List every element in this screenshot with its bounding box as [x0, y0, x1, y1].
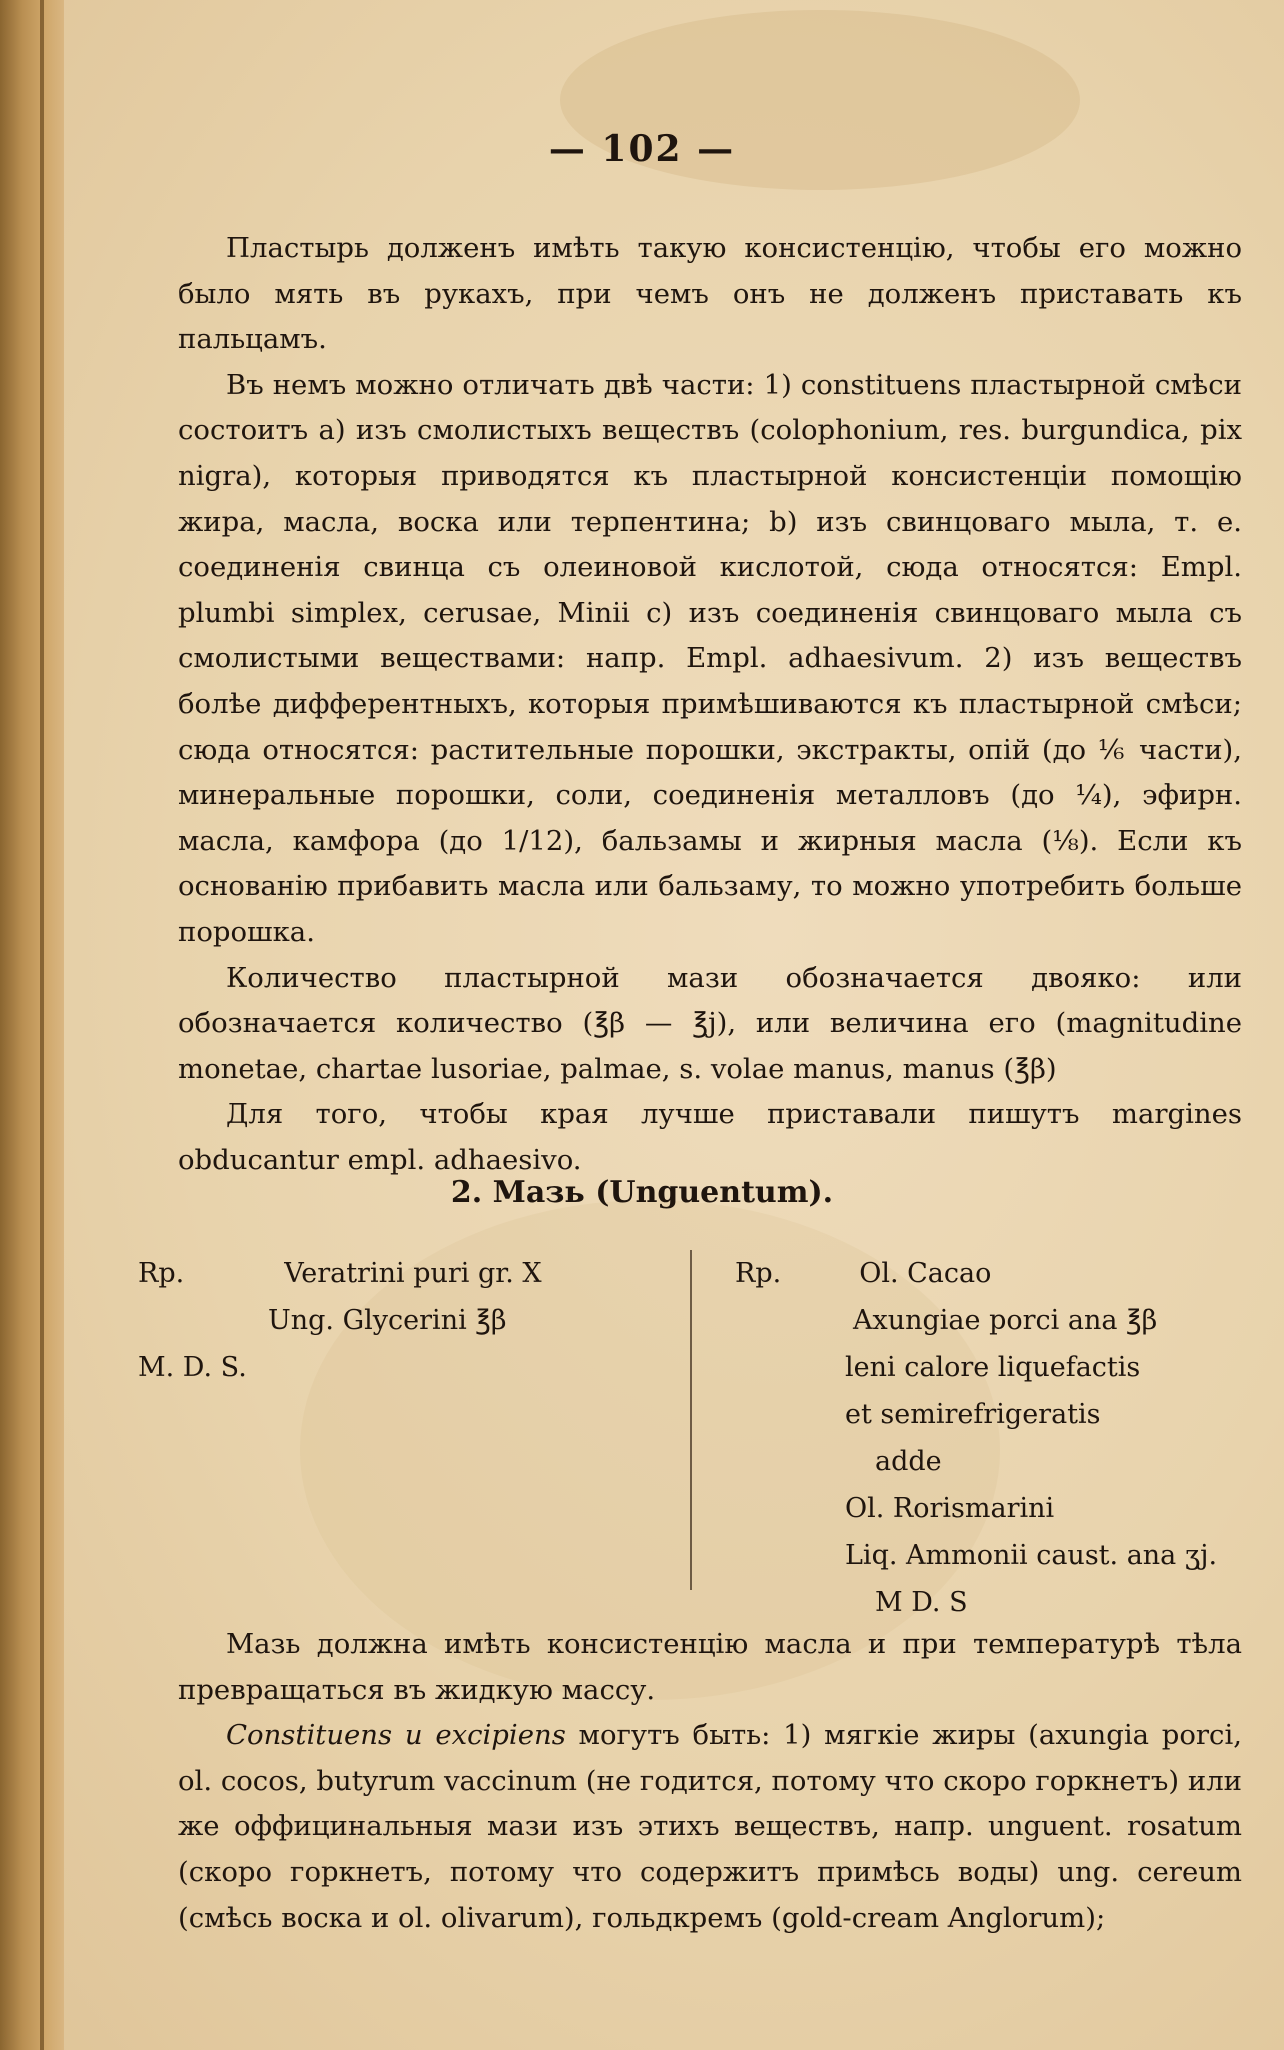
rx-label: Rp. — [138, 1258, 185, 1289]
rx-line: Ung. Glycerini ℥β — [268, 1305, 507, 1336]
prescription-right — [735, 1250, 1255, 1626]
rx-line: Axungiae porci ana ℥β — [853, 1305, 1158, 1336]
paragraph — [178, 1713, 1242, 1941]
paragraph: Для того, чтобы края лучше приставали пишутъ margines obducantur empl. adhaesivo. — [178, 1098, 1242, 1176]
prescription-left — [138, 1250, 678, 1391]
rx-line: et semirefrigeratis — [845, 1399, 1101, 1430]
rx-line — [735, 1250, 1255, 1297]
spine-edge-line — [40, 0, 44, 2050]
rx-label: Rp. — [735, 1258, 782, 1289]
rx-ingredient: Ol. Cacao — [859, 1258, 992, 1289]
rx-line: Liq. Ammonii caust. ana ʒj. — [845, 1540, 1218, 1571]
book-spine — [0, 0, 64, 2050]
page-number: — 102 — — [548, 128, 736, 170]
rx-line: M. D. S. — [138, 1352, 247, 1383]
italic-term: Constituens и excipiens — [226, 1719, 566, 1752]
rx-line — [138, 1250, 678, 1297]
rx-ingredient: Veratrini puri gr. X — [284, 1258, 542, 1289]
rx-line: Ol. Rorismarini — [845, 1493, 1055, 1524]
section-heading: 2. Мазь (Unguentum). — [450, 1175, 834, 1210]
rx-line: M D. S — [875, 1587, 968, 1618]
text-block-lower — [178, 1622, 1242, 1941]
text-block-upper — [178, 226, 1242, 1183]
paragraph-text: могутъ быть: 1) мягкіе жиры (axungia porci, ol. cocos, butyrum vaccinum (не годится, потому что скоро горкнетъ) или же оффицинальныя мази изъ этихъ веществъ, напр. unguent. rosatum (скоро горкнетъ, потому что содержитъ примѣсь воды) ung. cereum (смѣсь воска и ol. olivarum), гольдкремъ (gold-cream Anglorum); — [178, 1719, 1242, 1934]
paragraph: Мазь должна имѣть консистенцію масла и при температурѣ тѣла превращаться въ жидкую массу. — [178, 1628, 1242, 1706]
paragraph: Количество пластырной мази обозначается двояко: или обозначается количество (℥β — ℥j), или величина его (magnitudine monetae, chartae lusoriae, palmae, s. volae manus, manus (℥β) — [178, 961, 1242, 1085]
rx-line: adde — [875, 1446, 942, 1477]
column-divider — [690, 1250, 692, 1590]
paragraph: Въ немъ можно отличать двѣ части: 1) constituens пластырной смѣси состоитъ а) изъ смолистыхъ веществъ (colophonium, res. burgundica, pix nigra), которыя приводятся къ пластырной консистенціи помощію жира, масла, воска или терпентина; b) изъ свинцоваго мыла, т. е. соединенія свинца съ олеиновой кислотой, сюда относятся: Empl. plumbi simplex, cerusae, Minii c) изъ соединенія свинцоваго мыла съ смолистыми веществами: напр. Empl. adhaesivum. 2) изъ веществъ болѣе дифферентныхъ, которыя примѣшиваются къ пластырной смѣси; сюда относятся: растительные порошки, экстракты, опій (до ⅙ части), минеральные порошки, соли, соединенія металловъ (до ¼), эфирн. масла, камфора (до 1/12), бальзамы и жирныя масла (⅛). Если къ основанію прибавить масла или бальзаму, то можно употребить больше порошка. — [178, 368, 1242, 948]
paragraph: Пластырь долженъ имѣть такую консистенцію, чтобы его можно было мять въ рукахъ, при чемъ онъ не долженъ приставать къ пальцамъ. — [178, 232, 1242, 356]
rx-line: leni calore liquefactis — [845, 1352, 1141, 1383]
